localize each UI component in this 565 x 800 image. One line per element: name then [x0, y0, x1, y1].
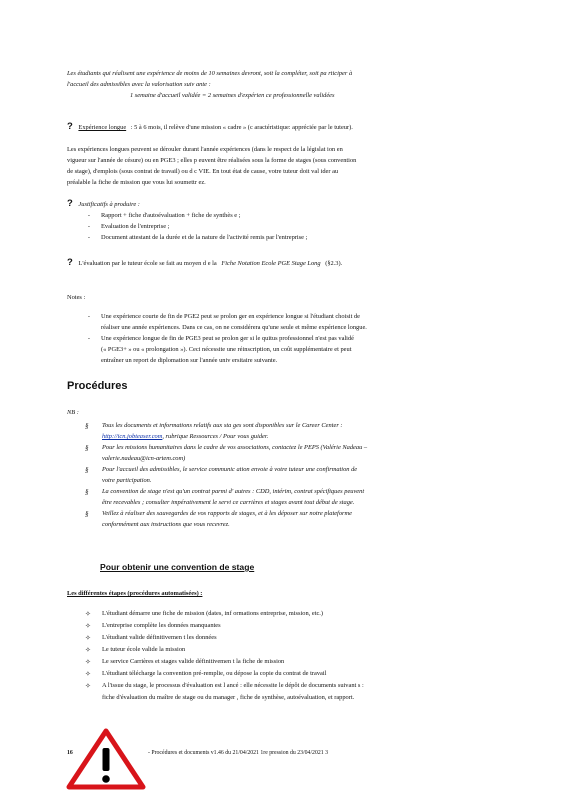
- warning-triangle-icon: [66, 728, 146, 790]
- step-bullet-icon: ✧: [85, 670, 91, 678]
- long-experience-label: Expérience longue: [78, 124, 127, 131]
- nb-item-line: Tous les documents et informations relatifs aux sta ges sont disponibles sur le Career Center :: [102, 422, 343, 429]
- justificatifs-heading: [67, 198, 507, 209]
- long-exp-line-3: de stage), d'emplois (sous contrat de travail) ou d c VIE. En tout état de cause, votre tuteur doit val ider au: [67, 168, 339, 175]
- justificatif-item: Evaluation de l'entreprise ;: [101, 223, 170, 230]
- evaluation-suffix: (§2.3).: [325, 260, 343, 267]
- step-bullet-icon: ✧: [85, 610, 91, 618]
- step-item: Le tuteur école valide la mission: [102, 646, 186, 653]
- steps-title: Les différentes étapes (procédures automatisées) :: [67, 590, 203, 597]
- step-bullet-icon: ✧: [85, 658, 91, 666]
- nb-item-line: La convention de stage n'est qu'un contrat parmi d' autres : CDD, intérim, contrat spécifiques peuvent: [102, 488, 365, 495]
- procedures-title: Procédures: [67, 380, 128, 392]
- step-item: Le service Carrières et stages valide définitivemen t la fiche de mission: [102, 658, 285, 665]
- note-line: Une expérience courte de fin de PGE2 peut se prolon ger en expérience longue si l'étudiant choisit de: [101, 313, 360, 320]
- question-icon: ?: [67, 257, 73, 268]
- step-item: L'étudiant valide définitivemen t les données: [102, 634, 217, 641]
- bullet-icon: §: [85, 510, 89, 518]
- convention-subtitle: Pour obtenir une convention de stage: [100, 562, 255, 572]
- long-exp-line-1: Les expériences longues peuvent se dérouler durant l'année expériences (dans le respect de la législat ion en: [67, 146, 343, 153]
- nb-item-line: http://icn.jobteaser.com, rubrique Ressources / Pour vous guider.: [102, 433, 269, 440]
- nb-item-line: être recevables ; consulter impérativement le servi ce carrières et stages avant tout début de stage.: [102, 499, 355, 506]
- notes-list: - Une expérience courte de fin de PGE2 peut se prolon ger en expérience longue si l'étudiant choisit de réaliser une année expériences. Dans ce cas, on ne considérera qu'une seule et même expérience longue. - Une expérience longue de fin de PGE3 peut se prolon ger si le quitus professionnel n'est pas validé (« PGE3+ » ou « prolongation »). Ceci nécessite une réinscription, un coût supplémentaire et peut entraîner un report de diplomation sur l'année univ ersitaire suivante.: [87, 313, 367, 364]
- bullet-icon: §: [85, 444, 89, 452]
- question-icon: ?: [67, 121, 73, 132]
- justificatifs-title: Justificatifs à produire :: [78, 201, 140, 208]
- notes-title: Notes :: [67, 294, 86, 301]
- footer-text: - Procédures et documents v1.46 du 21/04/2021 1re pression du 23/04/2021 3: [148, 750, 329, 756]
- intro-line-3: 1 semaine d'accueil validée = 2 semaines d'expérien ce professionnelle validées: [130, 92, 335, 99]
- step-item: L'entreprise complète les données manquantes: [102, 622, 221, 629]
- step-item: L'étudiant télécharge la convention pré-remplie, ou dépose la copie du contrat de travail: [102, 670, 327, 677]
- nb-item-line: valerie.nadeau@icn-artem.com): [102, 455, 186, 462]
- justificatif-item: Rapport + fiche d'autoévaluation + fiche de synthès e ;: [101, 212, 241, 219]
- note-line: Une expérience longue de fin de PGE3 peut se prolon ger si le quitus professionnel n'est pas validé: [101, 335, 354, 342]
- question-icon: ?: [67, 198, 73, 209]
- evaluation-form-name: Fiche Notation Ecole PGE Stage Long: [221, 260, 321, 267]
- nb-label: NB :: [67, 409, 79, 416]
- evaluation-line: [67, 257, 507, 268]
- long-exp-line-2: vigueur sur l'année de césure) ou en PGE3 ; elles p euvent être réalisées sous la forme de stages (sous convention: [67, 157, 357, 164]
- nb-item-line: Pour l'accueil des admissibles, le service communic ation envoie à votre tuteur une confirmation de: [102, 466, 358, 473]
- justificatifs-list: - Rapport + fiche d'autoévaluation + fiche de synthès e ; - Evaluation de l'entreprise ; - Document attestant de la durée et de la nature de l'activité remis par l'entreprise ;: [87, 212, 308, 241]
- step-item: A l'issue du stage, le processus d'évaluation est l ancé : elle nécessite le dépôt de documents suivant s :: [102, 682, 364, 689]
- note-line: entraîner un report de diplomation sur l'année univ ersitaire suivante.: [101, 357, 278, 364]
- step-item: L'étudiant démarre une fiche de mission (dates, inf ormations entreprise, mission, etc.): [102, 610, 324, 617]
- nb-item-line: conformément aux instructions que vous recevrez.: [102, 521, 230, 528]
- career-center-link[interactable]: http://icn.jobteaser.com: [102, 433, 163, 440]
- long-experience-heading: [67, 121, 507, 132]
- evaluation-prefix: L'évaluation par le tuteur école se fait au moyen d e la: [78, 260, 217, 267]
- justificatif-item: Document attestant de la durée et de la nature de l'activité remis par l'entreprise ;: [101, 234, 308, 241]
- intro-line-1: Les étudiants qui réalisent une expérience de moins de 10 semaines devront, soit la compléter, soit pa rticiper à: [67, 70, 353, 77]
- nb-item-line: Pour les missions humanitaires dans le cadre de vos associations, contactez le PEPS (Valérie Nadeau –: [102, 444, 368, 451]
- long-exp-line-4: préalable la fiche de mission que vous lui soumettr ez.: [67, 179, 206, 186]
- step-bullet-icon: ✧: [85, 682, 91, 690]
- footer-page-number: 16: [67, 750, 73, 756]
- step-item-continuation: fiche d'évaluation du maître de stage ou du manager , fiche de synthèse, autoévaluation, et rapport.: [102, 694, 355, 701]
- bullet-icon: §: [85, 422, 89, 430]
- bullet-icon: §: [85, 488, 89, 496]
- intro-line-2: l'accueil des admissibles avec la valorisation suiv ante :: [67, 81, 211, 88]
- nb-item-line: votre participation.: [102, 477, 152, 484]
- procedures-notes-list: [85, 422, 515, 534]
- step-bullet-icon: ✧: [85, 646, 91, 654]
- note-line: (« PGE3+ » ou « prolongation »). Ceci nécessite une réinscription, un coût supplémentaire et peut: [101, 346, 352, 353]
- step-bullet-icon: ✧: [85, 634, 91, 642]
- nb-item-line: Veillez à réaliser des sauvegardes de vos rapports de stages, et à les déposer sur notre plateforme: [102, 510, 352, 517]
- bullet-icon: §: [85, 466, 89, 474]
- long-experience-text: : 5 à 6 mois, il relève d'une mission « cadre » (c aractéristique: appréciée par le tuteur).: [130, 124, 353, 131]
- step-bullet-icon: ✧: [85, 622, 91, 630]
- note-line: réaliser une année expériences. Dans ce cas, on ne considérera qu'une seule et même expérience longue.: [101, 324, 367, 331]
- steps-list: [85, 610, 515, 715]
